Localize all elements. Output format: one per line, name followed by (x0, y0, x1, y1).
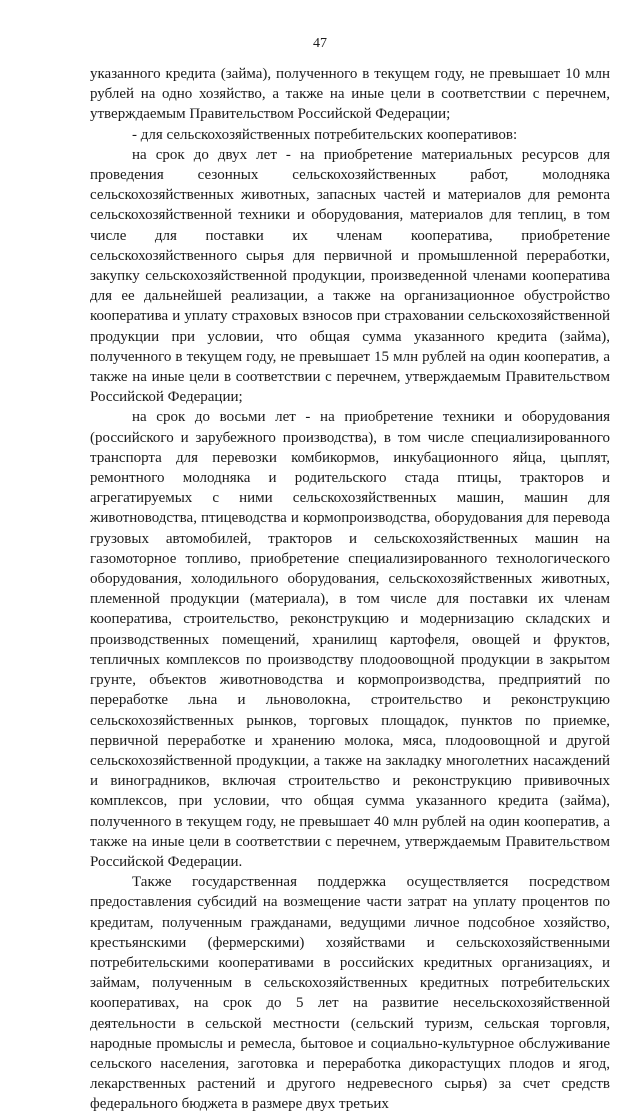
paragraph-state-support: Также государственная поддержка осуществляется посредством предоставления субсидий на возмещение части затрат на уплату процентов по кредитам, полученным гражданами, ведущими личное подсобное хозяйство, крестьянскими (фермерскими) хозяйствами и сельскохозяйственными потребительскими кооперативами в российских кредитных организациях, и займам, полученным в сельскохозяйственных кредитных потребительских кооперативах, на срок до 5 лет на развитие несельскохозяйственной деятельности в сельской местности (сельский туризм, сельская торговля, народные промыслы и ремесла, бытовое и социально-культурное обслуживание сельского населения, заготовка и переработка дикорастущих плодов и ягод, лекарственных растений и другого недревесного сырья) за счет средств федерального бюджета в размере двух третьих (90, 874, 610, 1113)
paragraph-eight-year-term: на срок до восьми лет - на приобретение техники и оборудования (российского и зарубежного производства), в том числе специализированного транспорта для перевозки комбикормов, инкубационного яйца, цыплят, ремонтного молодняка и родительского стада птицы, тракторов и агрегатируемых с ними сельскохозяйственных машин, машин для животноводства, птицеводства и кормопроизводства, оборудования для перевода грузовых автомобилей, тракторов и сельскохозяйственных машин на газомоторное топливо, приобретение специализированного технологического оборудования, холодильного оборудования, сельскохозяйственных животных, племенной продукции (материала), в том числе для поставки их членам кооператива, строительство, реконструкцию и модернизацию складских и производственных помещений, хранилищ картофеля, овощей и фруктов, тепличных комплексов по производству плодоовощной продукции в закрытом грунте, объектов животноводства и кормопроизводства, предприятий по переработке льна и льноволокна, строительство и реконструкцию сельскохозяйственных рынков, торговых площадок, пунктов по приемке, первичной переработке и хранению молока, мяса, плодоовощной и другой сельскохозяйственной продукции, а также на закладку многолетних насаждений и виноградников, включая строительство и реконструкцию прививочных комплексов, при условии, что общая сумма указанного кредита (займа), полученного в текущем году, не превышает 40 млн рублей на один кооператив, а также на иные цели в соответствии с перечнем, утверждаемым Правительством Российской Федерации. (90, 409, 610, 870)
paragraph-two-year-term: на срок до двух лет - на приобретение материальных ресурсов для проведения сезонных сельскохозяйственных работ, молодняка сельскохозяйственных животных, запасных частей и материалов для ремонта сельскохозяйственной техники и оборудования, материалов для теплиц, в том числе для поставки их членам кооператива, приобретение сельскохозяйственного сырья для первичной и промышленной переработки, закупку сельскохозяйственной продукции, произведенной членами кооператива для ее дальнейшей реализации, а также на организационное обустройство кооператива и уплату страховых взносов при страховании сельскохозяйственной продукции при условии, что общая сумма указанного кредита (займа), полученного в текущем году, не превышает 15 млн рублей на один кооператив, а также на иные цели в соответствии с перечнем, утверждаемым Правительством Российской Федерации; (90, 146, 610, 406)
document-body (90, 64, 610, 1115)
paragraph-continuation: указанного кредита (займа), полученного в текущем году, не превышает 10 млн рублей на одно хозяйство, а также на иные цели в соответствии с перечнем, утверждаемым Правительством Российской Федерации; (90, 66, 610, 123)
paragraph-cooperatives-heading: - для сельскохозяйственных потребительских кооперативов: (132, 126, 518, 143)
page-number: 47 (313, 36, 327, 51)
